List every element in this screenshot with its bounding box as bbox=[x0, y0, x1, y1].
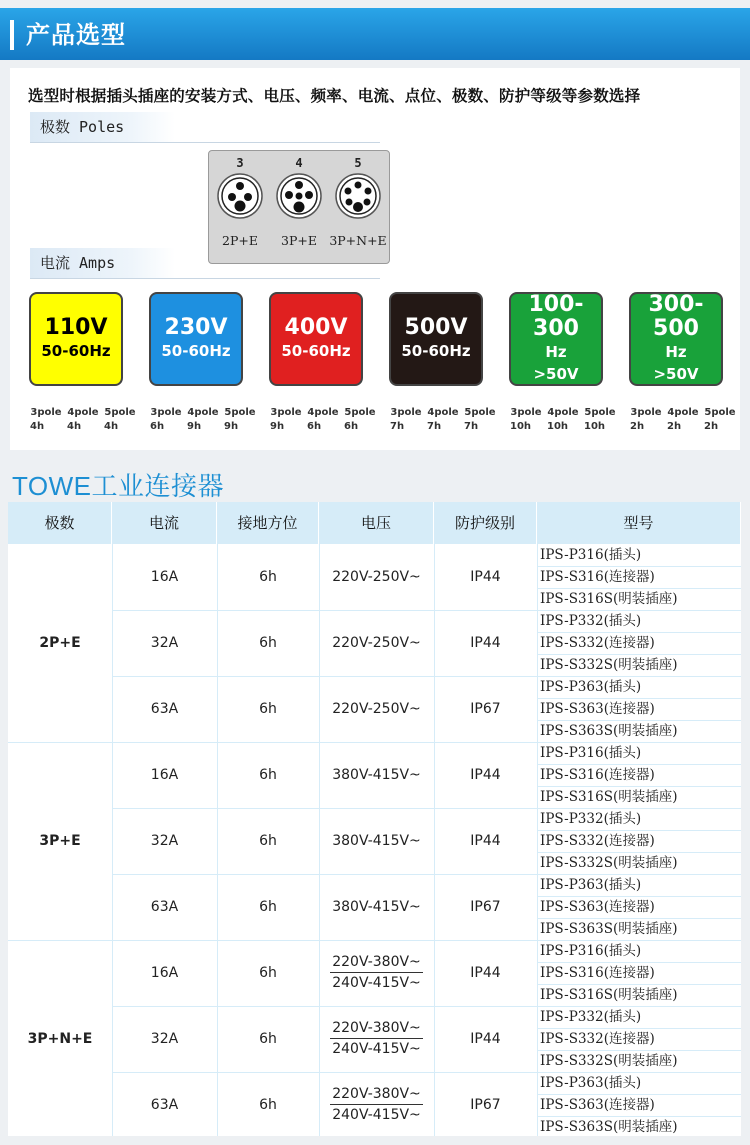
row-divider bbox=[112, 1072, 741, 1073]
pole-option bbox=[329, 155, 387, 248]
pole-pin-count: 4 bbox=[295, 156, 303, 170]
pole-count-label: 4pole bbox=[187, 407, 219, 418]
voltage-range-lower: 240V-415V~ bbox=[332, 1107, 421, 1123]
model-cell: IPS-S332(连接器) bbox=[540, 833, 655, 849]
ground-position-cell: 6h bbox=[259, 965, 277, 981]
ground-position-cell: 6h bbox=[259, 701, 277, 717]
model-cell: IPS-P316(插头) bbox=[540, 745, 642, 761]
ground-hour-cell bbox=[221, 406, 259, 434]
model-cell: IPS-S332S(明装插座) bbox=[540, 1053, 678, 1069]
ground-hour-value: 4h bbox=[67, 421, 82, 432]
voltage-box bbox=[509, 292, 603, 386]
frequency-value: Hz bbox=[545, 343, 567, 361]
ground-hours-row bbox=[387, 406, 497, 436]
ground-hour-value: 9h bbox=[270, 421, 285, 432]
voltage-range-lower: 240V-415V~ bbox=[332, 975, 421, 991]
voltage-cell: 380V-415V~ bbox=[332, 767, 421, 783]
ground-hour-value: 4h bbox=[104, 421, 119, 432]
ground-hours-row bbox=[147, 406, 257, 436]
model-cell: IPS-S316S(明装插座) bbox=[540, 987, 678, 1003]
protection-cell: IP44 bbox=[470, 767, 501, 783]
ground-hour-value: 4h bbox=[30, 421, 45, 432]
model-cell: IPS-S332S(明装插座) bbox=[540, 855, 678, 871]
row-divider bbox=[537, 720, 741, 721]
header-voltage: 电压 bbox=[319, 502, 434, 544]
pole-count-label: 5pole bbox=[704, 407, 736, 418]
model-cell: IPS-P363(插头) bbox=[540, 679, 642, 695]
ground-hour-value: 10h bbox=[584, 421, 606, 432]
current-cell: 63A bbox=[150, 701, 179, 717]
ground-hour-cell bbox=[627, 406, 665, 434]
voltage-box bbox=[629, 292, 723, 386]
pole-count-label: 5pole bbox=[224, 407, 256, 418]
ground-hours-row bbox=[267, 406, 377, 436]
row-divider bbox=[537, 588, 741, 589]
row-divider bbox=[537, 962, 741, 963]
voltage-value: 100-300 bbox=[528, 292, 584, 341]
current-cell: 32A bbox=[150, 635, 179, 651]
row-divider bbox=[537, 984, 741, 985]
pole-pin-count: 3 bbox=[236, 156, 244, 170]
current-cell: 16A bbox=[150, 569, 179, 585]
ground-hour-value: 2h bbox=[667, 421, 682, 432]
pole-count-label: 4pole bbox=[67, 407, 99, 418]
current-cell: 32A bbox=[150, 1031, 179, 1047]
ground-hour-cell bbox=[147, 406, 185, 434]
poles-diagram bbox=[208, 150, 390, 264]
pole-label: 3P+N+E bbox=[329, 233, 387, 248]
model-cell: IPS-S316(连接器) bbox=[540, 767, 655, 783]
row-divider bbox=[112, 1006, 741, 1007]
brand-title: TOWE工业连接器 bbox=[12, 471, 225, 501]
column-divider bbox=[217, 502, 218, 1136]
pole-count-label: 5pole bbox=[464, 407, 496, 418]
protection-cell: IP67 bbox=[470, 899, 501, 915]
socket-4pin-icon bbox=[276, 173, 322, 219]
ground-hour-value: 9h bbox=[187, 421, 202, 432]
row-divider bbox=[537, 852, 741, 853]
model-cell: IPS-S363(连接器) bbox=[540, 701, 655, 717]
frequency-value: 50-60Hz bbox=[401, 342, 471, 360]
pole-count-label: 3pole bbox=[390, 407, 422, 418]
ground-hour-value: 9h bbox=[224, 421, 239, 432]
row-divider bbox=[537, 566, 741, 567]
model-cell: IPS-P316(插头) bbox=[540, 943, 642, 959]
protection-cell: IP44 bbox=[470, 1031, 501, 1047]
ground-position-cell: 6h bbox=[259, 635, 277, 651]
pole-count-label: 3pole bbox=[270, 407, 302, 418]
ground-hour-cell bbox=[701, 406, 739, 434]
row-divider bbox=[537, 632, 741, 633]
voltage-box bbox=[29, 292, 123, 386]
header-accent-bar bbox=[10, 20, 14, 50]
ground-hour-cell bbox=[581, 406, 619, 434]
ground-position-cell: 6h bbox=[259, 1097, 277, 1113]
section-title: 产品选型 bbox=[26, 21, 126, 49]
column-divider bbox=[434, 502, 435, 1136]
poles-label: 极数 Poles bbox=[30, 112, 175, 142]
ground-hour-value: 7h bbox=[464, 421, 479, 432]
frequency-value: 50-60Hz bbox=[161, 342, 231, 360]
ground-hour-value: 2h bbox=[630, 421, 645, 432]
ground-hour-cell bbox=[304, 406, 342, 434]
model-cell: IPS-P332(插头) bbox=[540, 1009, 642, 1025]
voltage-range-upper: 220V-380V~ bbox=[330, 1018, 423, 1039]
model-cell: IPS-P332(插头) bbox=[540, 613, 642, 629]
pole-count-label: 3pole bbox=[630, 407, 662, 418]
ground-hour-cell bbox=[507, 406, 545, 434]
voltage-cell: 380V-415V~ bbox=[332, 833, 421, 849]
protection-cell: IP67 bbox=[470, 701, 501, 717]
row-divider bbox=[112, 808, 741, 809]
model-cell: IPS-S363(连接器) bbox=[540, 899, 655, 915]
row-divider bbox=[537, 1094, 741, 1095]
pole-count-label: 5pole bbox=[344, 407, 376, 418]
row-divider bbox=[537, 918, 741, 919]
current-cell: 16A bbox=[150, 767, 179, 783]
model-cell: IPS-P363(插头) bbox=[540, 877, 642, 893]
header-poles: 极数 bbox=[8, 502, 112, 544]
model-cell: IPS-S332(连接器) bbox=[540, 635, 655, 651]
voltage-cell bbox=[319, 952, 434, 993]
pole-option bbox=[211, 155, 269, 248]
ground-position-cell: 6h bbox=[259, 833, 277, 849]
model-cell: IPS-S316S(明装插座) bbox=[540, 591, 678, 607]
frequency-value: 50-60Hz bbox=[281, 342, 351, 360]
voltage-box bbox=[389, 292, 483, 386]
voltage-range-upper: 220V-380V~ bbox=[330, 1084, 423, 1105]
ground-hour-cell bbox=[424, 406, 462, 434]
ground-hour-value: 7h bbox=[390, 421, 405, 432]
protection-cell: IP44 bbox=[470, 635, 501, 651]
ground-hours-row bbox=[507, 406, 617, 436]
model-cell: IPS-P363(插头) bbox=[540, 1075, 642, 1091]
voltage-range-lower: 240V-415V~ bbox=[332, 1041, 421, 1057]
row-divider bbox=[537, 764, 741, 765]
row-divider bbox=[112, 874, 741, 875]
ground-position-cell: 6h bbox=[259, 899, 277, 915]
pole-label: 2P+E bbox=[222, 233, 258, 248]
header-ground-position: 接地方位 bbox=[217, 502, 319, 544]
pole-count-label: 4pole bbox=[667, 407, 699, 418]
ground-hour-value: 6h bbox=[344, 421, 359, 432]
voltage-cell bbox=[319, 1018, 434, 1059]
current-cell: 63A bbox=[150, 1097, 179, 1113]
ground-hour-value: 7h bbox=[427, 421, 442, 432]
voltage-range-upper: 220V-380V~ bbox=[330, 952, 423, 973]
pole-count-label: 4pole bbox=[427, 407, 459, 418]
amps-label: 电流 Amps bbox=[30, 248, 175, 278]
ground-hour-cell bbox=[267, 406, 305, 434]
row-divider bbox=[537, 786, 741, 787]
ground-position-cell: 6h bbox=[259, 1031, 277, 1047]
row-divider bbox=[537, 896, 741, 897]
poles-cell: 3P+E bbox=[39, 833, 81, 849]
selection-panel bbox=[10, 68, 740, 450]
poles-cell: 3P+N+E bbox=[27, 1031, 93, 1047]
min-voltage-value: >50V bbox=[533, 365, 579, 383]
current-cell: 63A bbox=[150, 899, 179, 915]
frequency-value: Hz bbox=[665, 343, 687, 361]
header-model: 型号 bbox=[537, 502, 741, 544]
row-divider bbox=[537, 1116, 741, 1117]
model-cell: IPS-P316(插头) bbox=[540, 547, 642, 563]
voltage-cell: 380V-415V~ bbox=[332, 899, 421, 915]
ground-hours-row bbox=[27, 406, 137, 436]
voltage-cell: 220V-250V~ bbox=[332, 569, 421, 585]
voltage-cell: 220V-250V~ bbox=[332, 701, 421, 717]
voltage-cell: 220V-250V~ bbox=[332, 635, 421, 651]
header-protection: 防护级别 bbox=[434, 502, 537, 544]
ground-hour-value: 6h bbox=[150, 421, 165, 432]
ground-hour-cell bbox=[64, 406, 102, 434]
poles-divider bbox=[30, 142, 380, 143]
voltage-value: 230V bbox=[164, 315, 228, 340]
pole-count-label: 5pole bbox=[584, 407, 616, 418]
model-cell: IPS-P332(插头) bbox=[540, 811, 642, 827]
ground-hour-cell bbox=[664, 406, 702, 434]
pole-count-label: 3pole bbox=[150, 407, 182, 418]
column-divider bbox=[537, 502, 538, 1136]
ground-hour-value: 10h bbox=[510, 421, 532, 432]
ground-position-cell: 6h bbox=[259, 569, 277, 585]
socket-5pin-icon bbox=[335, 173, 381, 219]
min-voltage-value: >50V bbox=[653, 365, 699, 383]
voltage-value: 110V bbox=[44, 315, 108, 340]
row-divider bbox=[537, 1028, 741, 1029]
row-divider bbox=[112, 610, 741, 611]
ground-hour-value: 6h bbox=[307, 421, 322, 432]
amps-divider bbox=[30, 278, 380, 279]
model-cell: IPS-S363S(明装插座) bbox=[540, 723, 678, 739]
intro-text: 选型时根据插头插座的安装方式、电压、频率、电流、点位、极数、防护等级等参数选择 bbox=[28, 87, 641, 105]
ground-hours-row bbox=[627, 406, 737, 436]
protection-cell: IP67 bbox=[470, 1097, 501, 1113]
voltage-box bbox=[269, 292, 363, 386]
pole-count-label: 5pole bbox=[104, 407, 136, 418]
ground-hour-cell bbox=[341, 406, 379, 434]
ground-hour-cell bbox=[101, 406, 139, 434]
socket-3pin-icon bbox=[217, 173, 263, 219]
model-table bbox=[8, 502, 741, 1136]
protection-cell: IP44 bbox=[470, 569, 501, 585]
pole-count-label: 3pole bbox=[30, 407, 62, 418]
column-divider bbox=[319, 502, 320, 1136]
poles-cell: 2P+E bbox=[39, 635, 81, 651]
protection-cell: IP44 bbox=[470, 965, 501, 981]
column-divider bbox=[112, 502, 113, 1136]
model-cell: IPS-S363S(明装插座) bbox=[540, 921, 678, 937]
ground-hour-cell bbox=[461, 406, 499, 434]
ground-hour-cell bbox=[544, 406, 582, 434]
pole-pin-count: 5 bbox=[354, 156, 362, 170]
ground-position-cell: 6h bbox=[259, 767, 277, 783]
pole-count-label: 4pole bbox=[307, 407, 339, 418]
header-current: 电流 bbox=[112, 502, 217, 544]
model-cell: IPS-S363(连接器) bbox=[540, 1097, 655, 1113]
model-cell: IPS-S316(连接器) bbox=[540, 569, 655, 585]
voltage-cell bbox=[319, 1084, 434, 1125]
voltage-value: 500V bbox=[404, 315, 468, 340]
ground-hour-cell bbox=[387, 406, 425, 434]
current-cell: 16A bbox=[150, 965, 179, 981]
voltage-value: 300-500 bbox=[648, 292, 704, 341]
ground-hour-cell bbox=[184, 406, 222, 434]
pole-option bbox=[270, 155, 328, 248]
ground-hour-cell bbox=[27, 406, 65, 434]
row-divider bbox=[537, 654, 741, 655]
voltage-box bbox=[149, 292, 243, 386]
ground-hour-value: 10h bbox=[547, 421, 569, 432]
model-cell: IPS-S316S(明装插座) bbox=[540, 789, 678, 805]
pole-label: 3P+E bbox=[281, 233, 317, 248]
protection-cell: IP44 bbox=[470, 833, 501, 849]
model-cell: IPS-S363S(明装插座) bbox=[540, 1119, 678, 1135]
row-divider bbox=[537, 830, 741, 831]
row-divider bbox=[537, 698, 741, 699]
frequency-value: 50-60Hz bbox=[41, 342, 111, 360]
model-cell: IPS-S332(连接器) bbox=[540, 1031, 655, 1047]
ground-hour-value: 2h bbox=[704, 421, 719, 432]
row-divider bbox=[537, 1050, 741, 1051]
row-divider bbox=[112, 676, 741, 677]
current-cell: 32A bbox=[150, 833, 179, 849]
model-cell: IPS-S316(连接器) bbox=[540, 965, 655, 981]
section-header bbox=[0, 8, 750, 60]
model-cell: IPS-S332S(明装插座) bbox=[540, 657, 678, 673]
voltage-value: 400V bbox=[284, 315, 348, 340]
pole-count-label: 4pole bbox=[547, 407, 579, 418]
pole-count-label: 3pole bbox=[510, 407, 542, 418]
